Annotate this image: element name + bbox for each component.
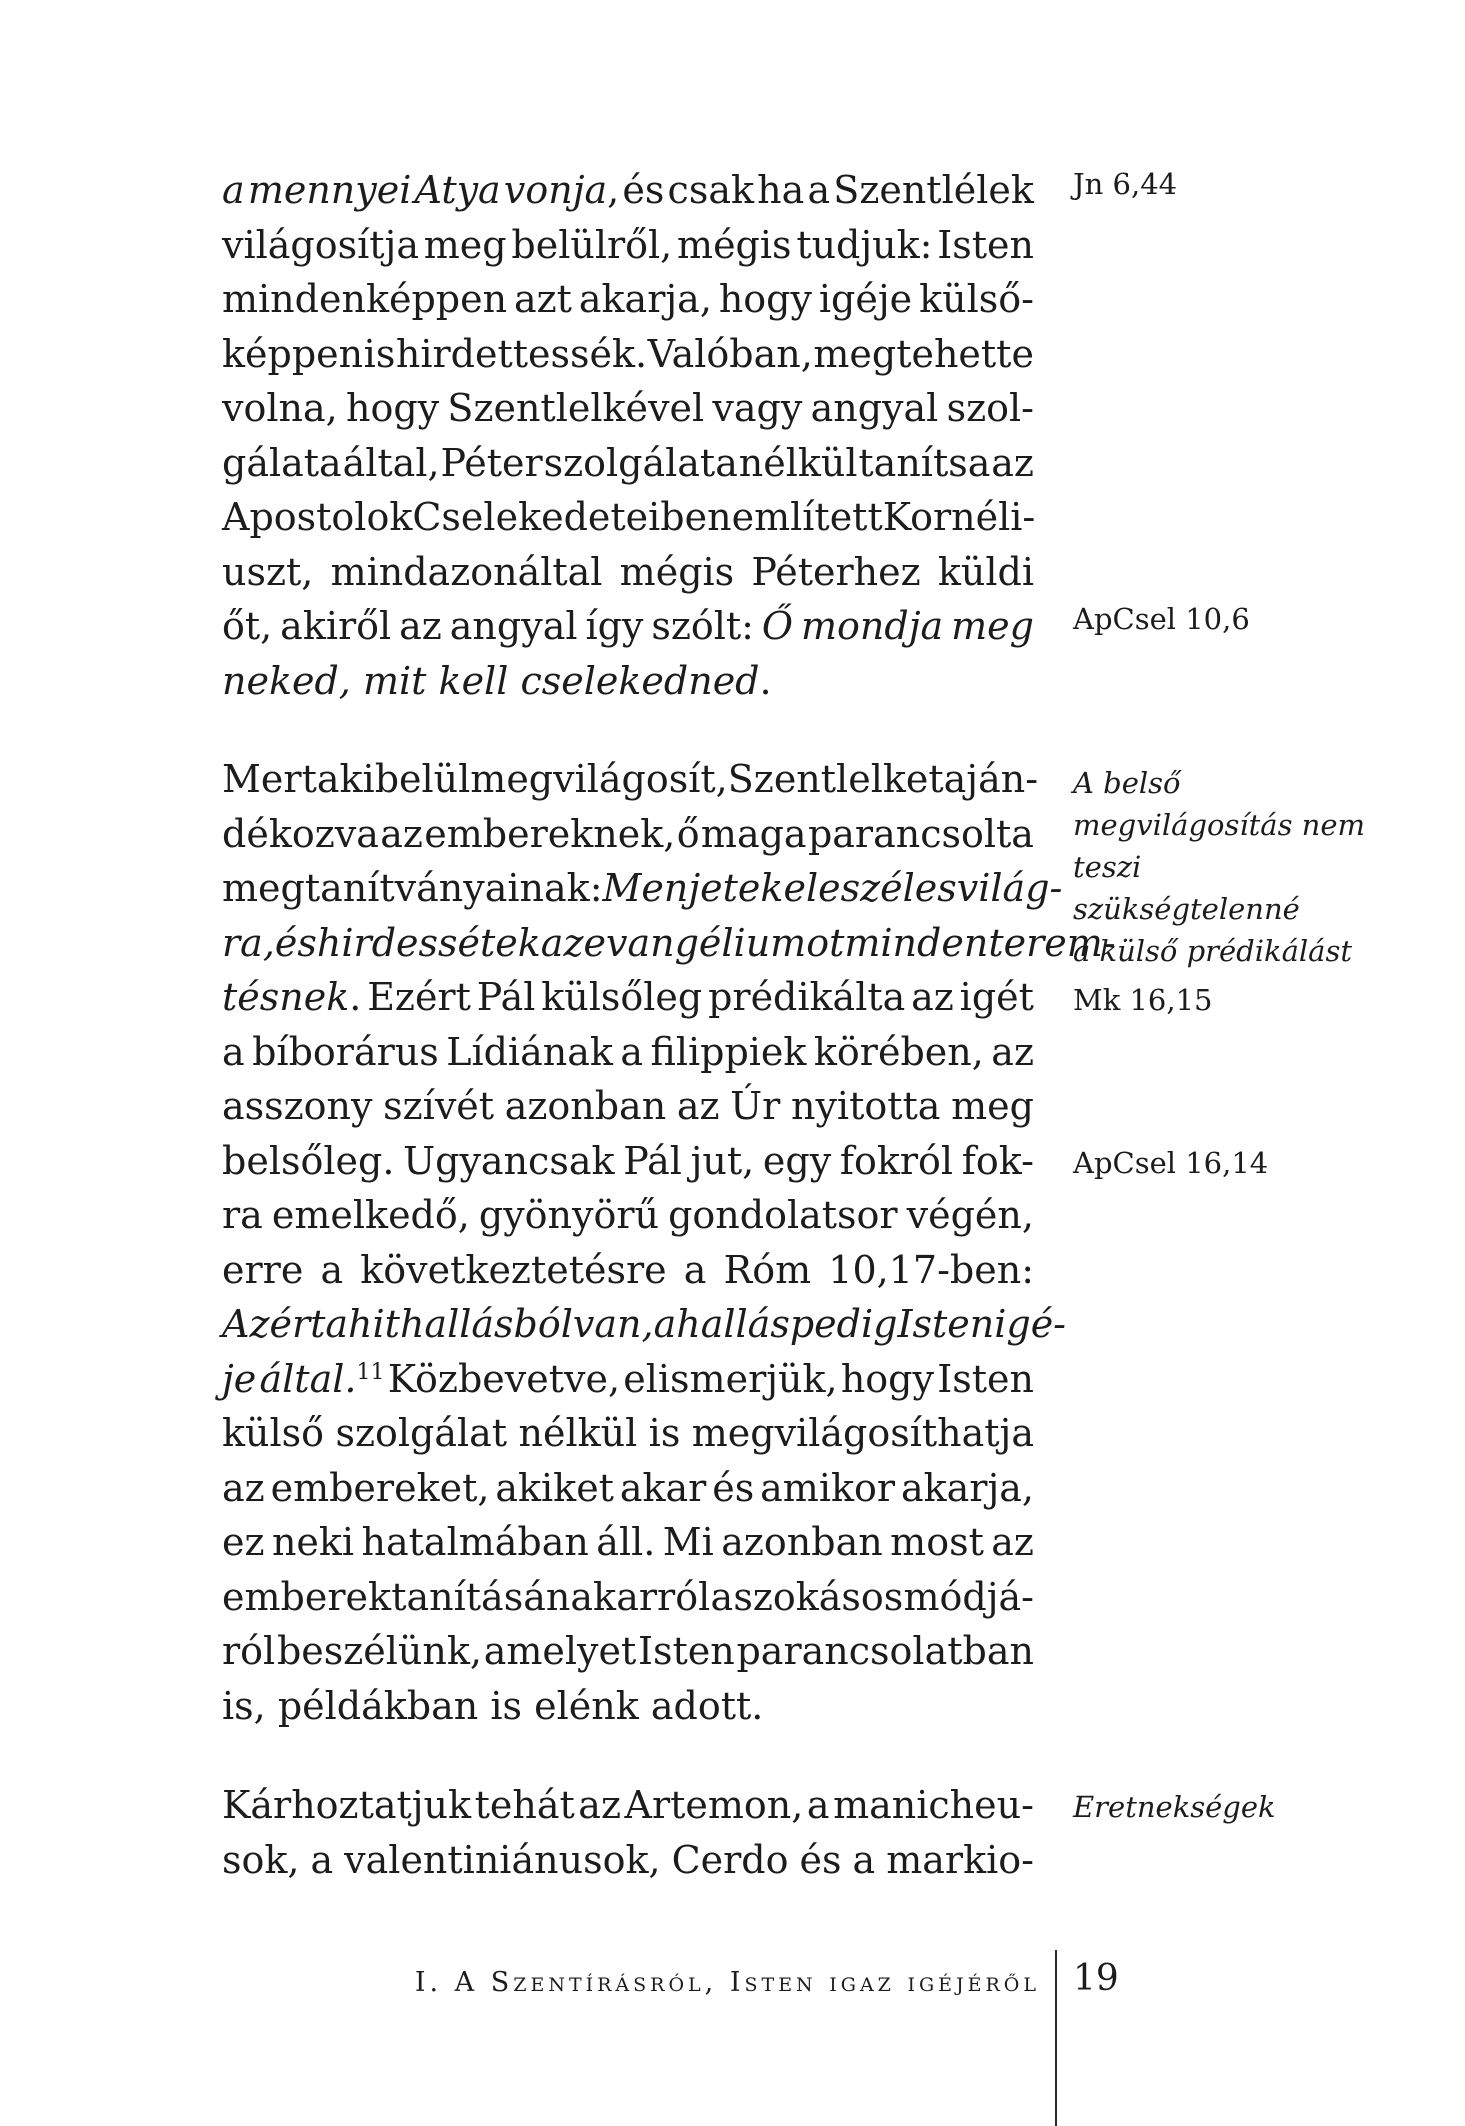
text-line: ez neki hatalmában áll. Mi azonban most az	[222, 1520, 1034, 1564]
text-line: képpen is hirdettessék. Valóban, megtehette	[222, 331, 1034, 376]
text-line: tésnek. Ezért Pál külsőleg prédikálta az igét	[222, 975, 1034, 1019]
text-line: je által.$^{11}$ Közbevetve, elismerjük, hogy Isten	[222, 1356, 1034, 1401]
text-line: világosítja meg belülről, mégis tudjuk: Isten	[222, 222, 1034, 267]
paragraph-3	[222, 1778, 1034, 1887]
text-line: gálata által, Péter szolgálata nélkül tanítsa az	[222, 440, 1034, 485]
text-line: Azért a hit hallásból van, a hallás pedig Isten igé-	[222, 1302, 1067, 1346]
margin-note-line: A belső	[1073, 766, 1181, 800]
margin-note-inner-illumination	[1073, 762, 1373, 972]
text-line: ról beszélünk, amelyet Isten parancsolatban	[222, 1629, 1034, 1673]
text-line: ra, és hirdessétek az evangéliumot minden terem-	[222, 920, 1116, 965]
text-line: a mennyei Atya vonja, és csak ha a Szentlélek	[222, 168, 1034, 212]
text-line: neked, mit kell cselekedned.	[222, 658, 772, 703]
text-line: dékozva az embereknek, ő maga parancsolta	[222, 811, 1034, 856]
text-line: ra emelkedő, gyönyörű gondolatsor végén,	[222, 1193, 1034, 1237]
margin-note-line: teszi szükségtelenné	[1073, 850, 1300, 926]
text-line: meg tanítványainak: Menjetek el e széles világ-	[222, 866, 1063, 910]
page-number: 19	[1073, 1958, 1119, 1999]
text-line: volna, hogy Szentlelkével vagy angyal szol-	[222, 386, 1034, 430]
text-line: Mert aki belül megvilágosít, Szentlelket aján-	[222, 757, 1039, 801]
text-line: uszt, mindazonáltal mégis Péterhez küldi	[222, 549, 1034, 594]
footer-divider	[1055, 1950, 1057, 2126]
text-line: a bíborárus Lídiának a filippiek körében, az	[222, 1029, 1034, 1074]
text-line: sok, a valentiniánusok, Cerdo és a markio-	[222, 1837, 1034, 1882]
text-line: mindenképpen azt akarja, hogy igéje külső-	[222, 277, 1034, 321]
margin-note-mk: Mk 16,15	[1073, 983, 1213, 1017]
text-line: belsőleg. Ugyancsak Pál jut, egy fokról fok-	[222, 1138, 1034, 1183]
margin-note-jn: Jn 6,44	[1073, 167, 1178, 201]
text-line: Kárhoztatjuk tehát az Artemon, a manicheu-	[222, 1783, 1034, 1827]
paragraph-2	[222, 752, 1116, 1733]
text-line: őt, akiről az angyal így szólt: Ő mondja meg	[222, 604, 1034, 648]
text-line: erre a következtetésre a Róm 10,17-ben:	[222, 1247, 1034, 1292]
running-title: I. A Szentírásról, Isten igaz igéjéről	[414, 1967, 1040, 1998]
text-line: is, példákban is elénk adott.	[222, 1683, 764, 1728]
margin-note-apcsel-16: ApCsel 16,14	[1073, 1146, 1269, 1180]
margin-note-heresies: Eretnekségek	[1073, 1790, 1276, 1824]
margin-note-line: megvilágosítás nem	[1073, 808, 1366, 842]
text-line: asszony szívét azonban az Úr nyitotta meg	[222, 1084, 1034, 1128]
text-line: Apostolok Cselekedeteiben említett Kornéli-	[222, 495, 1036, 539]
text-line: külső szolgálat nélkül is megvilágosíthatja	[222, 1411, 1034, 1455]
text-line: emberek tanításának arról a szokásos módjá-	[222, 1574, 1034, 1619]
paragraph-1	[222, 163, 1034, 708]
margin-note-apcsel-10: ApCsel 10,6	[1073, 602, 1250, 636]
margin-note-line: a külső prédikálást	[1073, 934, 1352, 968]
text-line: az embereket, akiket akar és amikor akarja,	[222, 1465, 1034, 1510]
